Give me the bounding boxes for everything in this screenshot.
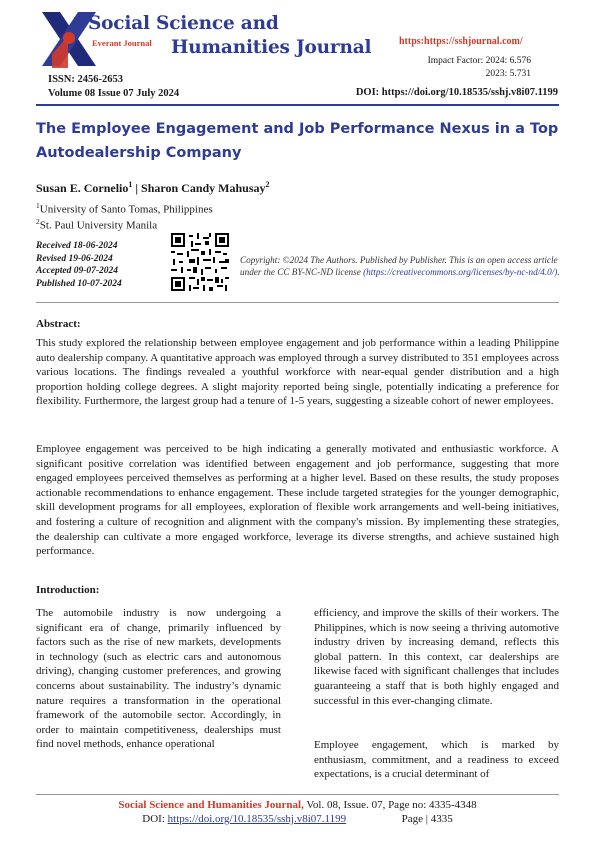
author-separator: |	[132, 181, 142, 195]
affiliation-text: University of Santo Tomas, Philippines	[39, 203, 213, 216]
journal-name-line1: Social Science and	[88, 13, 279, 34]
footer-doi	[0, 813, 595, 825]
publisher-name: Everant Journal	[92, 38, 152, 48]
page-number: Page | 4335	[401, 813, 453, 825]
qr-code-icon[interactable]	[171, 233, 229, 291]
footer-doi-link[interactable]: https://doi.org/10.18535/sshj.v8i07.1199	[167, 813, 347, 825]
affiliation-marker: 2	[36, 217, 40, 226]
revised-date: Revised 19-06-2024	[36, 253, 113, 264]
author-name: Sharon Candy Mahusay	[141, 181, 266, 195]
article-dates	[36, 240, 122, 290]
volume-issue: Volume 08 Issue 07 July 2024	[48, 88, 180, 99]
affiliation	[36, 217, 157, 232]
footer-journal-name: Social Science and Humanities Journal,	[118, 799, 304, 811]
introduction-heading: Introduction:	[36, 584, 100, 596]
front-matter-divider	[36, 302, 559, 303]
footer-divider	[36, 794, 559, 795]
accepted-date: Accepted 09-07-2024	[36, 266, 119, 276]
introduction-column-right-p2: Employee engagement, which is marked by enthusiasm, commitment, and a readiness to exceed expectations, is a crucial determinant of	[314, 739, 559, 781]
copyright-text: Copyright: ©2024 The Authors. Published by Publisher. This is an open access article under the CC BY-NC-ND license	[240, 255, 558, 277]
impact-factor-2023: 2023: 5.731	[485, 69, 531, 79]
footer-citation	[0, 799, 595, 811]
affiliation-marker: 1	[36, 201, 40, 210]
published-date: Published 10-07-2024	[36, 278, 122, 289]
copyright-notice	[240, 254, 560, 278]
received-date: Received 18-06-2024	[36, 241, 118, 251]
copyright-end: .	[557, 267, 560, 277]
abstract-paragraph-1: This study explored the relationship between employee engagement and job performance within a leading Philippine auto dealership company. A quantitative approach was employed through a survey distributed to 351 employees across various locations. The findings revealed a youthful workforce with near-equal gender distribution and a high proportion holding college degrees. A slight majority reported being single, potentially indicating a preference for flexibility. Furthermore, the largest group had a tenure of 1-5 years, suggesting a sizeable cohort of newer employees.	[36, 337, 559, 408]
footer-doi-label: DOI:	[142, 813, 168, 825]
issn: ISSN: 2456-2653	[48, 74, 123, 85]
license-link[interactable]: (https://creativecommons.org/licenses/by-nc-nd/4.0/)	[363, 267, 558, 277]
abstract-heading: Abstract:	[36, 318, 81, 330]
author-name: Susan E. Cornelio	[36, 181, 129, 195]
article-title: The Employee Engagement and Job Performance Nexus in a Top Autodealership Company	[36, 121, 559, 161]
header-divider	[36, 104, 559, 106]
impact-factor-2024: Impact Factor: 2024: 6.576	[427, 56, 531, 66]
journal-website-link[interactable]: https:https://sshjournal.com/	[399, 36, 523, 47]
abstract-paragraph-2: Employee engagement was perceived to be high indicating a generally motivated and enthusiastic workforce. A significant positive correlation was identified between engagement and job performance, suggesting that more engaged employees perceived themselves as performing at a higher level. Based on these results, the study proposes actionable recommendations to enhance engagement. These include targeted strategies for the younger demographic, skill development programs for all employees, exploration of flexible work arrangements and well-being initiatives, and fostering a culture of recognition and alignment with the company's mission. By implementing these strategies, the dealership can cultivate a more engaged workforce, leverage its diverse strengths, and achieve sustained high performance.	[36, 443, 559, 558]
introduction-column-right-p1: efficiency, and improve the skills of their workers. The Philippines, which is now seeing a thriving automotive industry driven by increasing demand, reflects this global pattern. In this context, car dealerships are likewise faced with significant challenges that includes guaranteeing a staff that is both highly engaged and successful in this ever-changing climate.	[314, 607, 559, 707]
affiliation-text: St. Paul University Manila	[39, 219, 158, 232]
affiliation	[36, 201, 213, 216]
header-doi-link[interactable]: DOI: https://doi.org/10.18535/sshj.v8i07.1199	[355, 87, 558, 98]
author-affiliation-marker: 2	[265, 180, 270, 189]
footer-citation-text: Vol. 08, Issue. 07, Page no: 4335-4348	[303, 799, 477, 811]
journal-name-line2: Humanities Journal	[171, 37, 372, 58]
author-list	[36, 180, 270, 196]
author-affiliation-marker: 1	[128, 180, 133, 189]
introduction-column-left: The automobile industry is now undergoing a significant era of change, primarily influenced by factors such as the rise of new markets, developments in technology (such as electric cars and autonomous driving), changing customer preferences, and growing concerns about sustainability. The industry’s dynamic nature requires a transformation in the operational framework of the automobile sector. Accordingly, in order to maintain competitiveness, dealerships must find novel methods, enhance operational	[36, 607, 281, 751]
